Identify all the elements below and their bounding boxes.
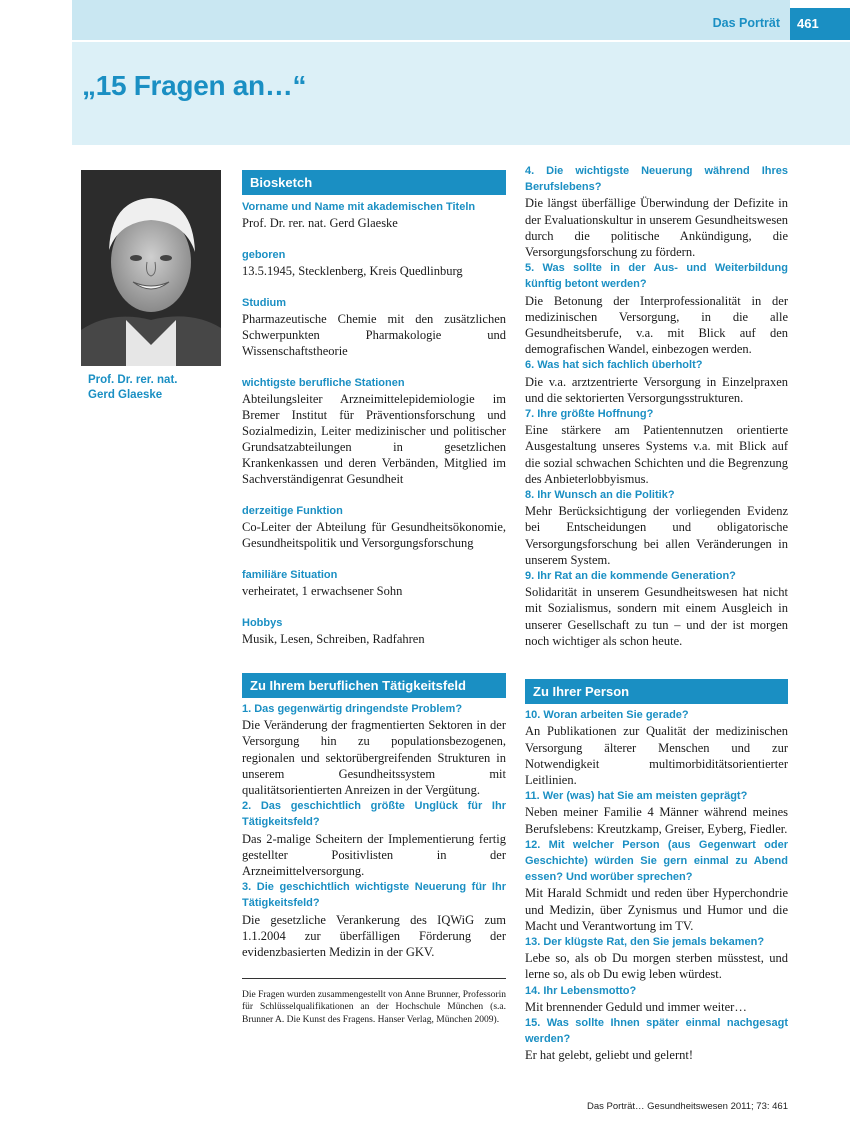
footnote-divider (242, 978, 506, 979)
portrait-caption (88, 373, 177, 403)
bio-text: Pharmazeutische Chemie mit den zusätzlichen Schwerpunkten Pharmakologie und Wissenschaftstheorie (242, 312, 506, 358)
bio-item (242, 247, 506, 279)
bio-item (242, 375, 506, 487)
question: 9. Ihr Rat an die kommende Generation? (525, 570, 736, 583)
right-column (525, 163, 788, 1064)
bio-item (242, 503, 506, 551)
bio-text: Abteilungsleiter Arzneimittelepidemiologie im Bremer Institut für Präventionsforschung und Sozialmedizin, Leiter medizinischer und politischer Grundsatzabteilungen in gesetzlichen Krankenkassen und deren Verbänden, Mitglied im Sachverständigenrat Gesundheit (242, 392, 506, 486)
question: 8. Ihr Wunsch an die Politik? (525, 489, 675, 502)
answer: Lebe so, als ob Du morgen sterben müsstest, und lerne so, als ob Du ewig leben würdest. (525, 951, 788, 982)
person-heading: Zu Ihrer Person (525, 679, 788, 704)
question: 2. Das geschichtlich größte Unglück für Ihr Tätigkeitsfeld? (242, 800, 506, 829)
portrait-photo (81, 170, 221, 366)
biosketch-heading: Biosketch (242, 170, 506, 195)
page-title: „15 Fragen an…“ (82, 70, 307, 101)
question: 12. Mit welcher Person (aus Gegenwart oder Geschichte) würden Sie gern einmal zu Abend essen? Und worüber sprechen? (525, 838, 788, 884)
page-number: 461 (797, 16, 819, 31)
question: 15. Was sollte Ihnen später einmal nachgesagt werden? (525, 1016, 788, 1046)
answer: Solidarität in unserem Gesundheitswesen hat nicht mit Sozialismus, sondern mit einem Ausgleich in unserer Gesellschaft zu tun – und der ist morgen noch wichtiger als schon heute. (525, 585, 788, 648)
question: 3. Die geschichtlich wichtigste Neuerung für Ihr Tätigkeitsfeld? (242, 881, 506, 910)
answer: Mit brennender Geduld und immer weiter… (525, 999, 747, 1014)
bio-label: wichtigste berufliche Stationen (242, 377, 405, 389)
question: 11. Wer (was) hat Sie am meisten geprägt? (525, 790, 748, 803)
question: 4. Die wichtigste Neuerung während Ihres Berufslebens? (525, 165, 788, 194)
caption-line: Gerd Glaeske (88, 389, 163, 401)
question: 10. Woran arbeiten Sie gerade? (525, 709, 689, 722)
answer: Die Betonung der Interprofessionalität in der medizinischen Versorgung, in die alle Gesundheitsberufe, v.a. mit Blick auf den demografischen Wandel, einbezogen werden. (525, 293, 788, 357)
question: 13. Der klügste Rat, den Sie jemals bekamen? (525, 935, 765, 948)
bio-item (242, 567, 506, 599)
bio-label: geboren (242, 249, 286, 261)
question: 14. Ihr Lebensmotto? (525, 984, 637, 997)
bio-label: Studium (242, 297, 286, 309)
answer: Er hat gelebt, geliebt und gelernt! (525, 1048, 693, 1063)
answer: Die längst überfällige Überwindung der Defizite in der Evaluationskultur in unserem Gesundheitswesen durch die politische Ankündigung, die Versorgungsforschung zu fördern. (525, 196, 788, 260)
bio-label: derzeitige Funktion (242, 505, 343, 517)
answer: Die gesetzliche Verankerung des IQWiG zum 1.1.2004 zur überfälligen Förderung der evidenzbasierten Medizin in der GKV. (242, 912, 506, 960)
bio-text: verheiratet, 1 erwachsener Sohn (242, 584, 403, 598)
answer: Neben meiner Familie 4 Männer während meines Berufslebens: Kreutzkamp, Greiser, Eyberg, Fiedler. (525, 805, 788, 836)
bio-label: familiäre Situation (242, 569, 338, 581)
footnote: Die Fragen wurden zusammengestellt von Anne Brunner, Professorin für Schlüsselqualifikationen an der Hochschule München (s.a. Brunner A. Die Kunst des Fragens. Hanser Verlag, München 2009). (242, 990, 506, 1025)
bio-text: Musik, Lesen, Schreiben, Radfahren (242, 632, 425, 646)
answer: An Publikationen zur Qualität der medizinischen Versorgung älterer Menschen und zur Notwendigkeit multimorbiditätsorientierter Leitlinien. (525, 724, 788, 787)
middle-column (242, 170, 506, 1026)
bio-text: 13.5.1945, Stecklenberg, Kreis Quedlinburg (242, 264, 463, 278)
question: 6. Was hat sich fachlich überholt? (525, 359, 703, 372)
answer: Die Veränderung der fragmentierten Sektoren in der Versorgung hin zu populationsbezogenen, regionalen und sektorübergreifenden Strukturen in unserem Gesundheitssystem mit qualitätsorientierten Anreizen in der Vergütung. (242, 718, 506, 798)
caption-line: Prof. Dr. rer. nat. (88, 374, 178, 386)
question: 5. Was sollte in der Aus- und Weiterbildung künftig betont werden? (525, 262, 788, 291)
answer: Die v.a. arztzentrierte Versorgung in Einzelpraxen und die sektorierten Versorgungsstrukturen. (525, 374, 788, 405)
answer: Mehr Berücksichtigung der vorliegenden Evidenz bei Entscheidungen und obligatorische Versorgungsforschung bei allen Veränderungen in unserem System. (525, 504, 788, 567)
bio-item (242, 295, 506, 359)
bio-item (242, 199, 506, 231)
work-heading: Zu Ihrem beruflichen Tätigkeitsfeld (242, 673, 506, 698)
bio-text: Co-Leiter der Abteilung für Gesundheitsökonomie, Gesundheitspolitik und Versorgungsforschung (242, 520, 506, 550)
answer: Eine stärkere am Patientennutzen orientierte Ausgestaltung unseres Systems v.a. mit Blick auf die sozial schwachen Schichten und die Begrenzung des Anbieterlobbyismus. (525, 423, 788, 486)
bio-label: Hobbys (242, 617, 283, 629)
question: 7. Ihre größte Hoffnung? (525, 408, 654, 421)
section-name: Das Porträt (712, 16, 780, 30)
question: 1. Das gegenwärtig dringendste Problem? (242, 703, 463, 715)
header-band (72, 0, 790, 40)
bio-item (242, 615, 506, 647)
answer: Mit Harald Schmidt und reden über Hyperchondrie und Medizin, über Zynismus und Humor und die Macht und Verantwortung im TV. (525, 886, 788, 933)
page-footer: Das Porträt… Gesundheitswesen 2011; 73: 461 (586, 1101, 788, 1112)
bio-text: Prof. Dr. rer. nat. Gerd Glaeske (242, 216, 398, 230)
bio-label: Vorname und Name mit akademischen Titeln (242, 201, 476, 213)
answer: Das 2-malige Scheitern der Implementierung fertig gestellter Positivlisten in der Arzneimittelversorgung. (242, 831, 506, 879)
